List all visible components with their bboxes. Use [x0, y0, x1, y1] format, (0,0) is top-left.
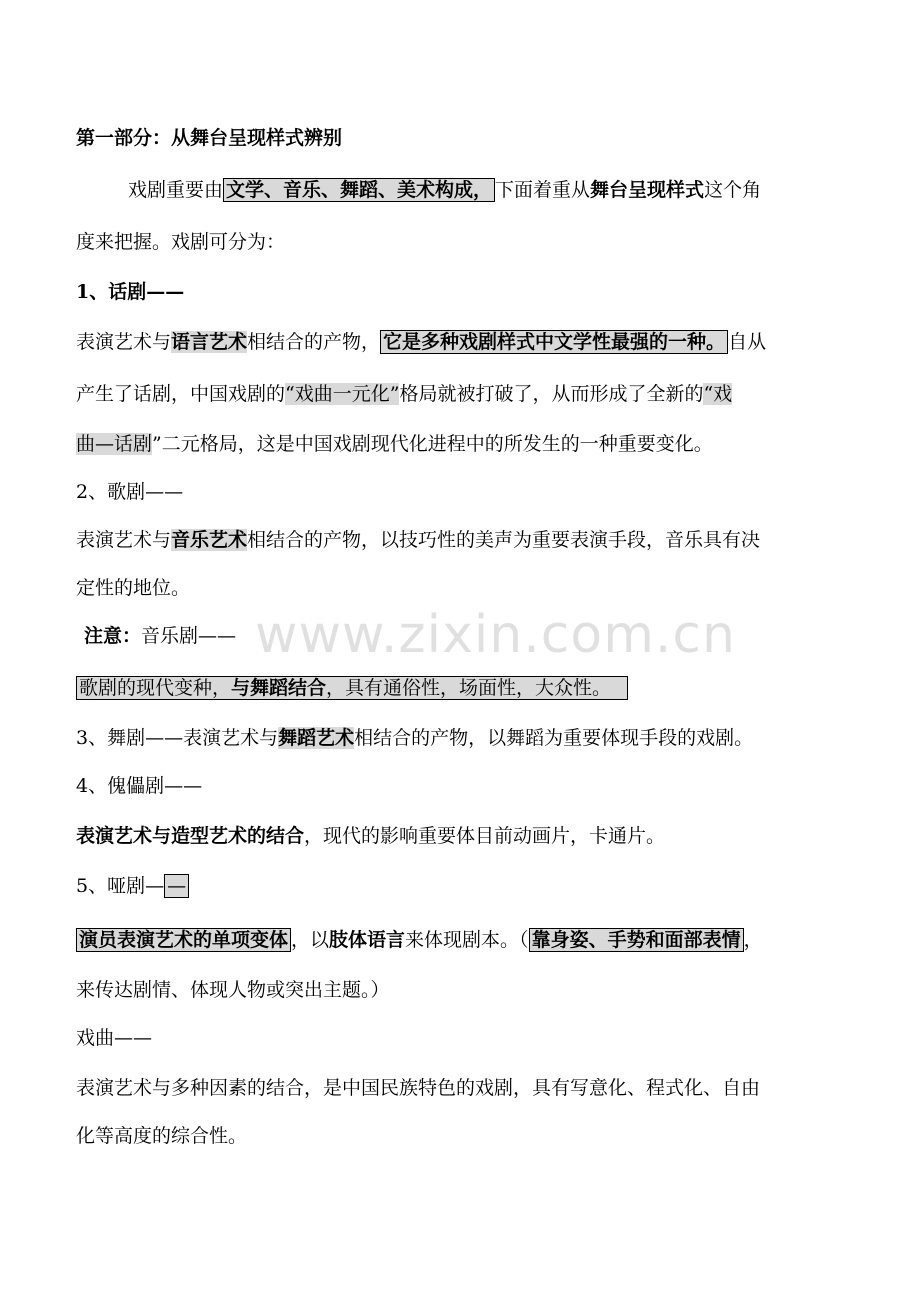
item2-line-2: 定性的地位。 — [76, 577, 191, 599]
item1-highlight: 语言艺术 — [171, 331, 248, 353]
item3-text: 相结合的产物，以舞蹈为重要体现手段的戏剧。 — [354, 727, 754, 749]
item5-line-1 — [76, 926, 856, 954]
item5-title — [76, 872, 856, 900]
item2-line-1 — [76, 526, 856, 554]
item1-text: 格局就被打破了，从而形成了全新的 — [399, 383, 704, 405]
xiqu-line-2: 化等高度的综合性。 — [76, 1125, 248, 1147]
item5-highlight-box: 演员表演艺术的单项变体 — [76, 928, 291, 952]
note-label: 注意： — [84, 625, 142, 647]
note-line — [84, 622, 864, 650]
item2-highlight: 音乐艺术 — [171, 529, 248, 551]
item1-text: 表演艺术与 — [76, 331, 172, 353]
item1-highlight: “戏 — [703, 383, 733, 405]
item5-bold: 肢体语言 — [329, 929, 406, 951]
item2-text: 表演艺术与 — [76, 529, 172, 551]
item5-title-box: — — [164, 874, 189, 898]
note-box-text: ，具有通俗性，场面性，大众性。 — [326, 677, 612, 699]
watermark: www.zixin.com.cn — [255, 605, 736, 665]
intro-bold: 舞台呈现样式 — [590, 179, 705, 201]
item4-text: ，现代的影响重要体目前动画片，卡通片。 — [304, 825, 666, 847]
item1-text: 自从 — [728, 331, 767, 353]
item4-title: 4、傀儡剧—— — [76, 775, 203, 797]
note-box-line — [76, 674, 856, 702]
item2-text: 相结合的产物，以技巧性的美声为重要表演手段，音乐具有决 — [247, 529, 761, 551]
note-highlight-box — [76, 676, 628, 700]
intro-text: 这个角 — [704, 179, 762, 201]
intro-line-2: 度来把握。戏剧可分为： — [76, 231, 286, 253]
intro-text: 下面着重从 — [495, 179, 591, 201]
intro-text: 戏剧重要由 — [128, 179, 224, 201]
item1-highlight: “戏曲一元化” — [285, 383, 400, 405]
xiqu-title: 戏曲—— — [76, 1027, 153, 1049]
item1-text: ”二元格局，这是中国戏剧现代化进程中的所发生的一种重要变化。 — [152, 433, 713, 455]
item5-line-2: 来传达剧情、体现人物或突出主题。） — [76, 979, 390, 1001]
item4-bold: 表演艺术与造型艺术的结合 — [76, 825, 305, 847]
item3-highlight: 舞蹈艺术 — [278, 727, 355, 749]
item5-text: ， — [743, 929, 763, 951]
item2-title: 2、歌剧—— — [76, 481, 184, 503]
note-text: 音乐剧—— — [141, 625, 237, 647]
note-box-bold: 与舞蹈结合 — [231, 677, 327, 699]
item1-highlight-box: 它是多种戏剧样式中文学性最强的一种。 — [380, 330, 728, 354]
item1-line-2 — [76, 380, 856, 408]
item3-line — [76, 724, 856, 752]
item5-text: 来体现剧本。（ — [405, 929, 529, 951]
item3-text: 3、舞剧——表演艺术与 — [76, 727, 279, 749]
intro-highlight-box: 文学、音乐、舞蹈、美术构成， — [223, 178, 495, 202]
note-box-text: 歌剧的现代变种， — [79, 677, 232, 699]
item4-line — [76, 822, 856, 850]
item1-line-1 — [76, 328, 856, 356]
item1-text: 相结合的产物， — [247, 331, 381, 353]
item1-text: 产生了话剧，中国戏剧的 — [76, 383, 286, 405]
item1-title: 1、话剧—— — [76, 281, 185, 303]
item5-highlight-box: 靠身姿、手势和面部表情 — [529, 928, 744, 952]
item5-text: ，以 — [291, 929, 330, 951]
item1-line-3 — [76, 430, 856, 458]
item5-title-text: 5、哑剧— — [76, 875, 165, 897]
item1-highlight: 曲—话剧 — [76, 433, 153, 455]
xiqu-line-1: 表演艺术与多种因素的结合，是中国民族特色的戏剧，具有写意化、程式化、自由 — [76, 1077, 761, 1099]
section-title: 第一部分：从舞台呈现样式辨别 — [76, 127, 343, 149]
intro-line-1 — [128, 176, 908, 204]
